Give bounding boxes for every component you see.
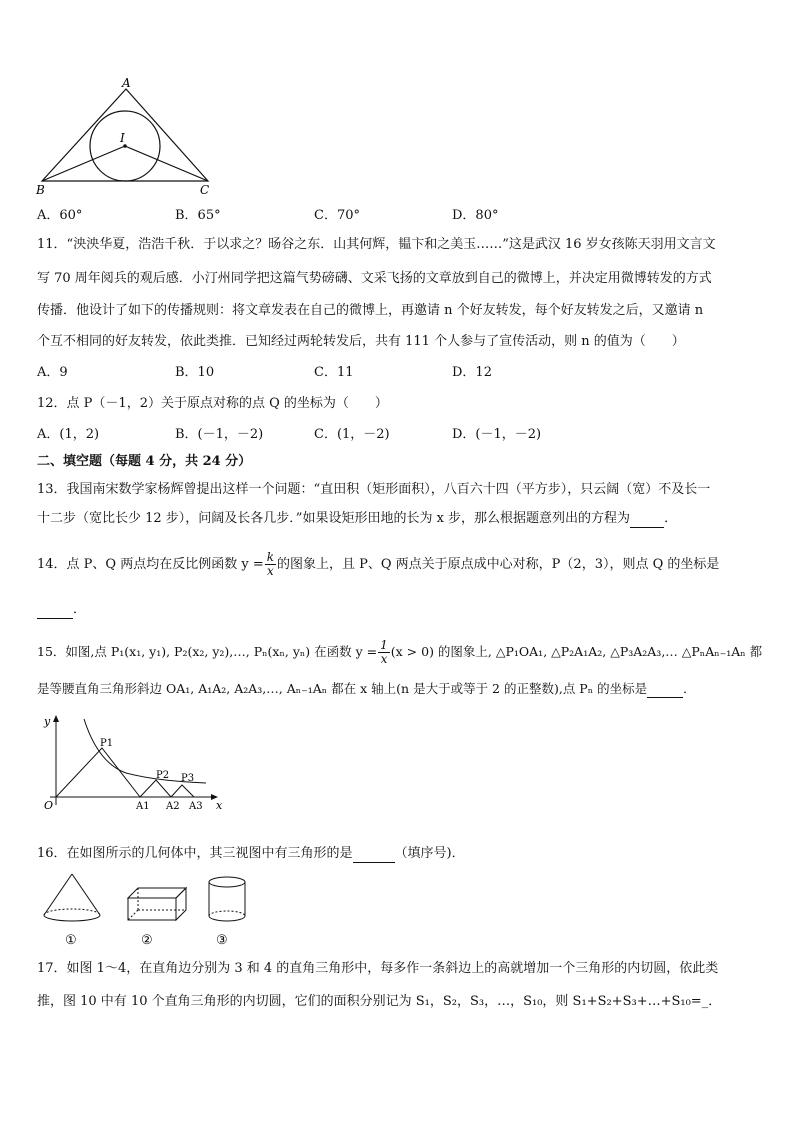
q12-option-d: D．(－1，－2) xyxy=(452,427,542,442)
q15-line-2 xyxy=(37,681,696,698)
q12-option-a: A．(1，2) xyxy=(37,427,100,442)
q10-option-a: A．60° xyxy=(37,208,83,223)
triangle-incircle-figure xyxy=(30,75,220,200)
q13-end: ． xyxy=(664,511,678,526)
hyperbola-graph-figure xyxy=(36,713,226,813)
q11-line-4: 个互不相同的好友转发，依此类推．已知经过两轮转发后，共有 111 个人参与了宣传活动，则 n 的值为（ ） xyxy=(37,334,685,349)
q14-frac-den: x xyxy=(266,564,274,578)
q14-fraction xyxy=(265,551,276,578)
q12-stem: 12．点 P（－1，2）关于原点对称的点 Q 的坐标为（ ） xyxy=(37,396,388,411)
q15-line-1a: 15．如图,点 P₁(x₁, y₁), P₂(x₂, y₂),…, Pₙ(xₙ, yₙ) 在函数 y = xyxy=(37,644,378,659)
q11-option-a: A．9 xyxy=(37,365,68,380)
q11-option-d: D．12 xyxy=(452,365,492,380)
section-2-title: 二、填空题（每题 4 分，共 24 分） xyxy=(37,454,252,469)
q16-stem-text: 16．在如图所示的几何体中，其三视图中有三角形的是 xyxy=(37,846,353,861)
q11-line-3: 传播．他设计了如下的传播规则：将文章发表在自己的微博上，再邀请 n 个好友转发，每个好友转发之后，又邀请 n xyxy=(37,303,704,318)
label-b: B xyxy=(36,183,45,197)
p1-label: P1 xyxy=(100,738,114,749)
y-label: y xyxy=(44,715,51,728)
q11-option-c: C．11 xyxy=(314,365,354,380)
q15-end: ． xyxy=(683,681,696,696)
q14-answer-blank xyxy=(37,602,73,619)
p2-label: P2 xyxy=(156,770,170,781)
q15-line-1b: (x > 0) 的图象上, △P₁OA₁, △P₂A₁A₂, △P₃A₂A₃,… △PₙAₙ₋₁Aₙ 都 xyxy=(390,644,763,659)
q15-frac-num: 1 xyxy=(380,638,388,652)
q12-option-c: C．(1，－2) xyxy=(314,427,390,442)
cylinder-shape xyxy=(209,877,245,921)
q16-end: （填序号)． xyxy=(394,846,465,861)
q10-option-d: D．80° xyxy=(452,208,499,223)
q14-line-2 xyxy=(37,602,86,619)
q15-answer-blank xyxy=(647,681,683,698)
cone-shape xyxy=(44,874,100,921)
x-label: x xyxy=(216,799,223,812)
label-a: A xyxy=(122,76,131,90)
q15-frac-den: x xyxy=(380,652,388,666)
q15-fraction xyxy=(378,639,390,666)
a3-label: A3 xyxy=(189,801,203,812)
q16-stem xyxy=(37,846,465,863)
q14-line-1 xyxy=(37,550,719,580)
label-c: C xyxy=(200,183,210,197)
segment-bi xyxy=(42,146,125,181)
y-axis-arrow xyxy=(53,715,59,722)
a2-label: A2 xyxy=(166,801,180,812)
cuboid-shape xyxy=(128,888,186,920)
q17-line-1: 17．如图 1～4，在直角边分别为 3 和 4 的直角三角形中，每多作一条斜边上的高就增加一个三角形的内切圆，依此类 xyxy=(37,961,719,976)
solids-figure xyxy=(38,870,258,952)
q15-line-2-text: 是等腰直角三角形斜边 OA₁, A₁A₂, A₂A₃,…, Aₙ₋₁Aₙ 都在 x 轴上(n 是大于或等于 2 的正整数),点 Pₙ 的坐标是 xyxy=(37,681,648,696)
triangle-abc xyxy=(42,89,208,181)
triangle-p2-a1-a2 xyxy=(140,780,171,797)
q11-line-1: 11．“泱泱华夏，浩浩千秋．于以求之？旸谷之东．山其何辉，韫卞和之美玉……”这是武汉 16 岁女孩陈天羽用文言文 xyxy=(37,237,716,252)
solid-label-3: ③ xyxy=(216,933,228,948)
q13-line-2 xyxy=(37,511,677,528)
q17-line-2: 推，图 10 中有 10 个直角三角形的内切圆，它们的面积分别记为 S₁，S₂，S₃，…，S₁₀，则 S₁+S₂+S₃+…+S₁₀=_． xyxy=(37,994,722,1009)
a1-label: A1 xyxy=(136,801,150,812)
q15-line-1 xyxy=(37,637,762,667)
q14-end: ． xyxy=(73,602,87,617)
q10-option-c: C．70° xyxy=(314,208,360,223)
q12-option-b: B．(－1，－2) xyxy=(175,427,264,442)
solid-label-1: ① xyxy=(65,933,77,948)
q16-answer-blank xyxy=(353,846,395,863)
triangle-p3-a2-a3 xyxy=(171,785,194,797)
q13-line-2-text: 十二步（宽比长少 12 步），问阔及长各几步．”如果设矩形田地的长为 x 步，那么根据题意列出的方程为 xyxy=(37,511,631,526)
q14-part-2: 的图象上，且 P、Q 两点关于原点成中心对称，P（2，3），则点 Q 的坐标是 xyxy=(277,557,720,572)
segment-ci xyxy=(125,146,208,181)
triangle-p1-o-a1 xyxy=(56,748,140,797)
q13-line-1: 13．我国南宋数学家杨辉曾提出这样一个问题：“直田积（矩形面积），八百六十四（平方步），只云阔（宽）不及长一 xyxy=(37,482,711,497)
q14-part-1: 14．点 P、Q 两点均在反比例函数 y = xyxy=(37,557,264,572)
o-label: O xyxy=(44,799,54,812)
q11-line-2: 写 70 周年阅兵的观后感．小汀州同学把这篇气势磅礴、文采飞扬的文章放到自己的微博上，并决定用微博转发的方式 xyxy=(37,271,712,286)
solid-label-2: ② xyxy=(141,933,153,948)
label-i: I xyxy=(120,131,125,145)
p3-label: P3 xyxy=(181,773,195,784)
q14-frac-num: k xyxy=(266,550,274,564)
q11-option-b: B．10 xyxy=(175,365,215,380)
q10-option-b: B．65° xyxy=(175,208,221,223)
q13-answer-blank xyxy=(630,511,664,528)
